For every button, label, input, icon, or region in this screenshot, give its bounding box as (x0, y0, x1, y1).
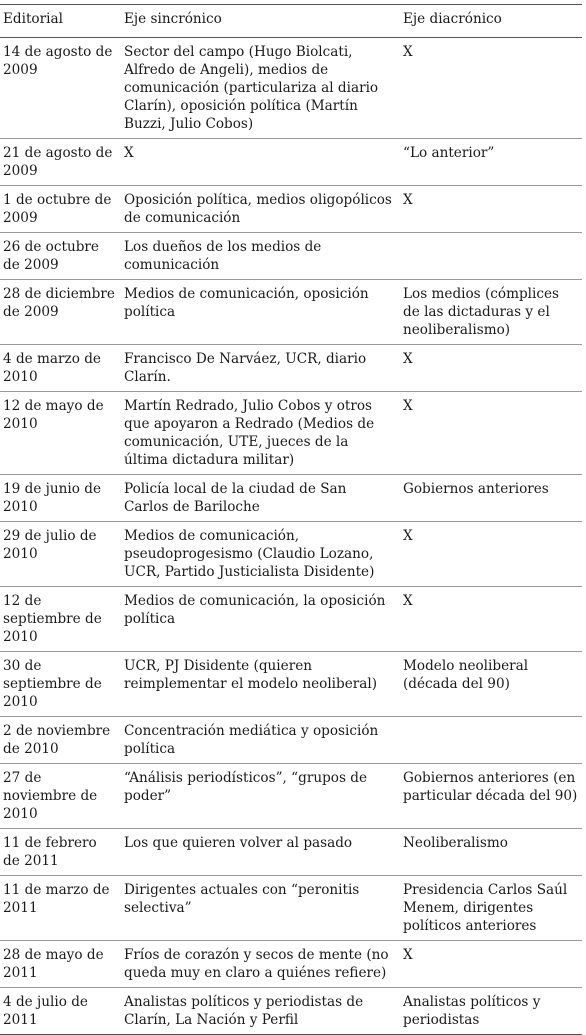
editorial-date-cell: 4 de marzo de 2010 (3, 351, 101, 385)
editorial-date-cell: 12 de mayo de 2010 (3, 398, 104, 432)
editorial-date-cell: 30 de septiembre de 2010 (3, 658, 102, 710)
table-row (0, 587, 582, 652)
eje-diacronico-cell: “Lo anterior” (403, 145, 495, 161)
table-row (0, 764, 582, 829)
eje-diacronico-cell: X (403, 351, 413, 367)
header-row (0, 5, 582, 38)
table-row (0, 522, 582, 587)
eje-sincronico-cell: Fríos de corazón y secos de mente (no queda muy en claro a quiénes refiere) (124, 947, 389, 981)
eje-diacronico-cell: X (403, 44, 413, 60)
eje-sincronico-cell: Concentración mediática y oposición política (124, 723, 379, 757)
table-body (0, 38, 582, 1035)
header-editorial: Editorial (3, 11, 63, 27)
table-row (0, 280, 582, 345)
editorial-date-cell: 28 de diciembre de 2009 (3, 286, 115, 320)
eje-sincronico-cell: Medios de comunicación, la oposición política (124, 593, 386, 627)
eje-sincronico-cell: UCR, PJ Disidente (quieren reimplementar el modelo neoliberal) (124, 658, 378, 692)
eje-diacronico-cell: Presidencia Carlos Saúl Menem, dirigentes políticos anteriores (403, 882, 568, 934)
eje-sincronico-cell: Medios de comunicación, oposición política (124, 286, 369, 320)
editorial-date-cell: 28 de mayo de 2011 (3, 947, 104, 981)
table-row (0, 233, 582, 280)
eje-diacronico-cell: Los medios (cómplices de las dictaduras y el neoliberalismo) (403, 286, 559, 338)
table-row (0, 988, 582, 1035)
editorial-date-cell: 11 de febrero de 2011 (3, 835, 97, 869)
editorial-date-cell: 21 de agosto de 2009 (3, 145, 113, 179)
table-row (0, 652, 582, 717)
eje-diacronico-cell: X (403, 593, 413, 609)
eje-diacronico-cell: Gobiernos anteriores (403, 481, 549, 497)
table-row (0, 876, 582, 941)
eje-sincronico-cell: Analistas políticos y periodistas de Clarín, La Nación y Perfil (124, 994, 364, 1028)
table-row (0, 717, 582, 764)
editorial-date-cell: 14 de agosto de 2009 (3, 44, 113, 78)
table-row (0, 38, 582, 139)
editorial-date-cell: 1 de octubre de 2009 (3, 192, 112, 226)
eje-diacronico-cell: X (403, 398, 413, 414)
eje-sincronico-cell: X (124, 145, 134, 161)
editorial-date-cell: 2 de noviembre de 2010 (3, 723, 111, 757)
eje-diacronico-cell: X (403, 528, 413, 544)
eje-diacronico-cell: Modelo neoliberal (década del 90) (403, 658, 529, 692)
editorial-date-cell: 26 de octubre de 2009 (3, 239, 99, 273)
header-eje-sincronico: Eje sincrónico (124, 11, 222, 27)
eje-diacronico-cell (400, 233, 582, 280)
eje-sincronico-cell: Sector del campo (Hugo Biolcati, Alfredo de Angeli), medios de comunicación (particulariza al diario Clarín), oposición política (Martín Buzzi, Julio Cobos) (124, 44, 379, 132)
editorial-date-cell: 4 de julio de 2011 (3, 994, 88, 1028)
table-row (0, 139, 582, 186)
eje-diacronico-cell: Gobiernos anteriores (en particular década del 90) (403, 770, 578, 804)
editorial-date-cell: 11 de marzo de 2011 (3, 882, 110, 916)
table-row (0, 186, 582, 233)
table-row (0, 475, 582, 522)
eje-diacronico-cell (400, 717, 582, 764)
eje-sincronico-cell: Francisco De Narváez, UCR, diario Clarín. (124, 351, 367, 385)
editorial-date-cell: 19 de junio de 2010 (3, 481, 102, 515)
table-row (0, 829, 582, 876)
table-header (0, 5, 582, 38)
table-row (0, 345, 582, 392)
editorial-date-cell: 12 de septiembre de 2010 (3, 593, 102, 645)
editorial-table (0, 4, 582, 1035)
editorial-date-cell: 29 de julio de 2010 (3, 528, 97, 562)
eje-sincronico-cell: Martín Redrado, Julio Cobos y otros que apoyaron a Redrado (Medios de comunicación, UTE, jueces de la última dictadura militar) (124, 398, 375, 468)
table-row (0, 941, 582, 988)
eje-diacronico-cell: X (403, 192, 413, 208)
eje-sincronico-cell: “Análisis periodísticos”, “grupos de poder” (124, 770, 368, 804)
eje-sincronico-cell: Los que quieren volver al pasado (124, 835, 353, 851)
eje-sincronico-cell: Oposición política, medios oligopólicos de comunicación (124, 192, 392, 226)
eje-sincronico-cell: Los dueños de los medios de comunicación (124, 239, 322, 273)
eje-diacronico-cell: X (403, 947, 413, 963)
eje-sincronico-cell: Medios de comunicación, pseudoprogesismo (Claudio Lozano, UCR, Partido Justicialista Disidente) (124, 528, 375, 580)
editorial-date-cell: 27 de noviembre de 2010 (3, 770, 98, 822)
header-eje-diacronico: Eje diacrónico (403, 11, 502, 27)
eje-diacronico-cell: Neoliberalismo (403, 835, 508, 851)
table-row (0, 392, 582, 475)
eje-diacronico-cell: Analistas políticos y periodistas (403, 994, 541, 1028)
eje-sincronico-cell: Policía local de la ciudad de San Carlos de Bariloche (124, 481, 347, 515)
eje-sincronico-cell: Dirigentes actuales con “peronitis selectiva” (124, 882, 360, 916)
